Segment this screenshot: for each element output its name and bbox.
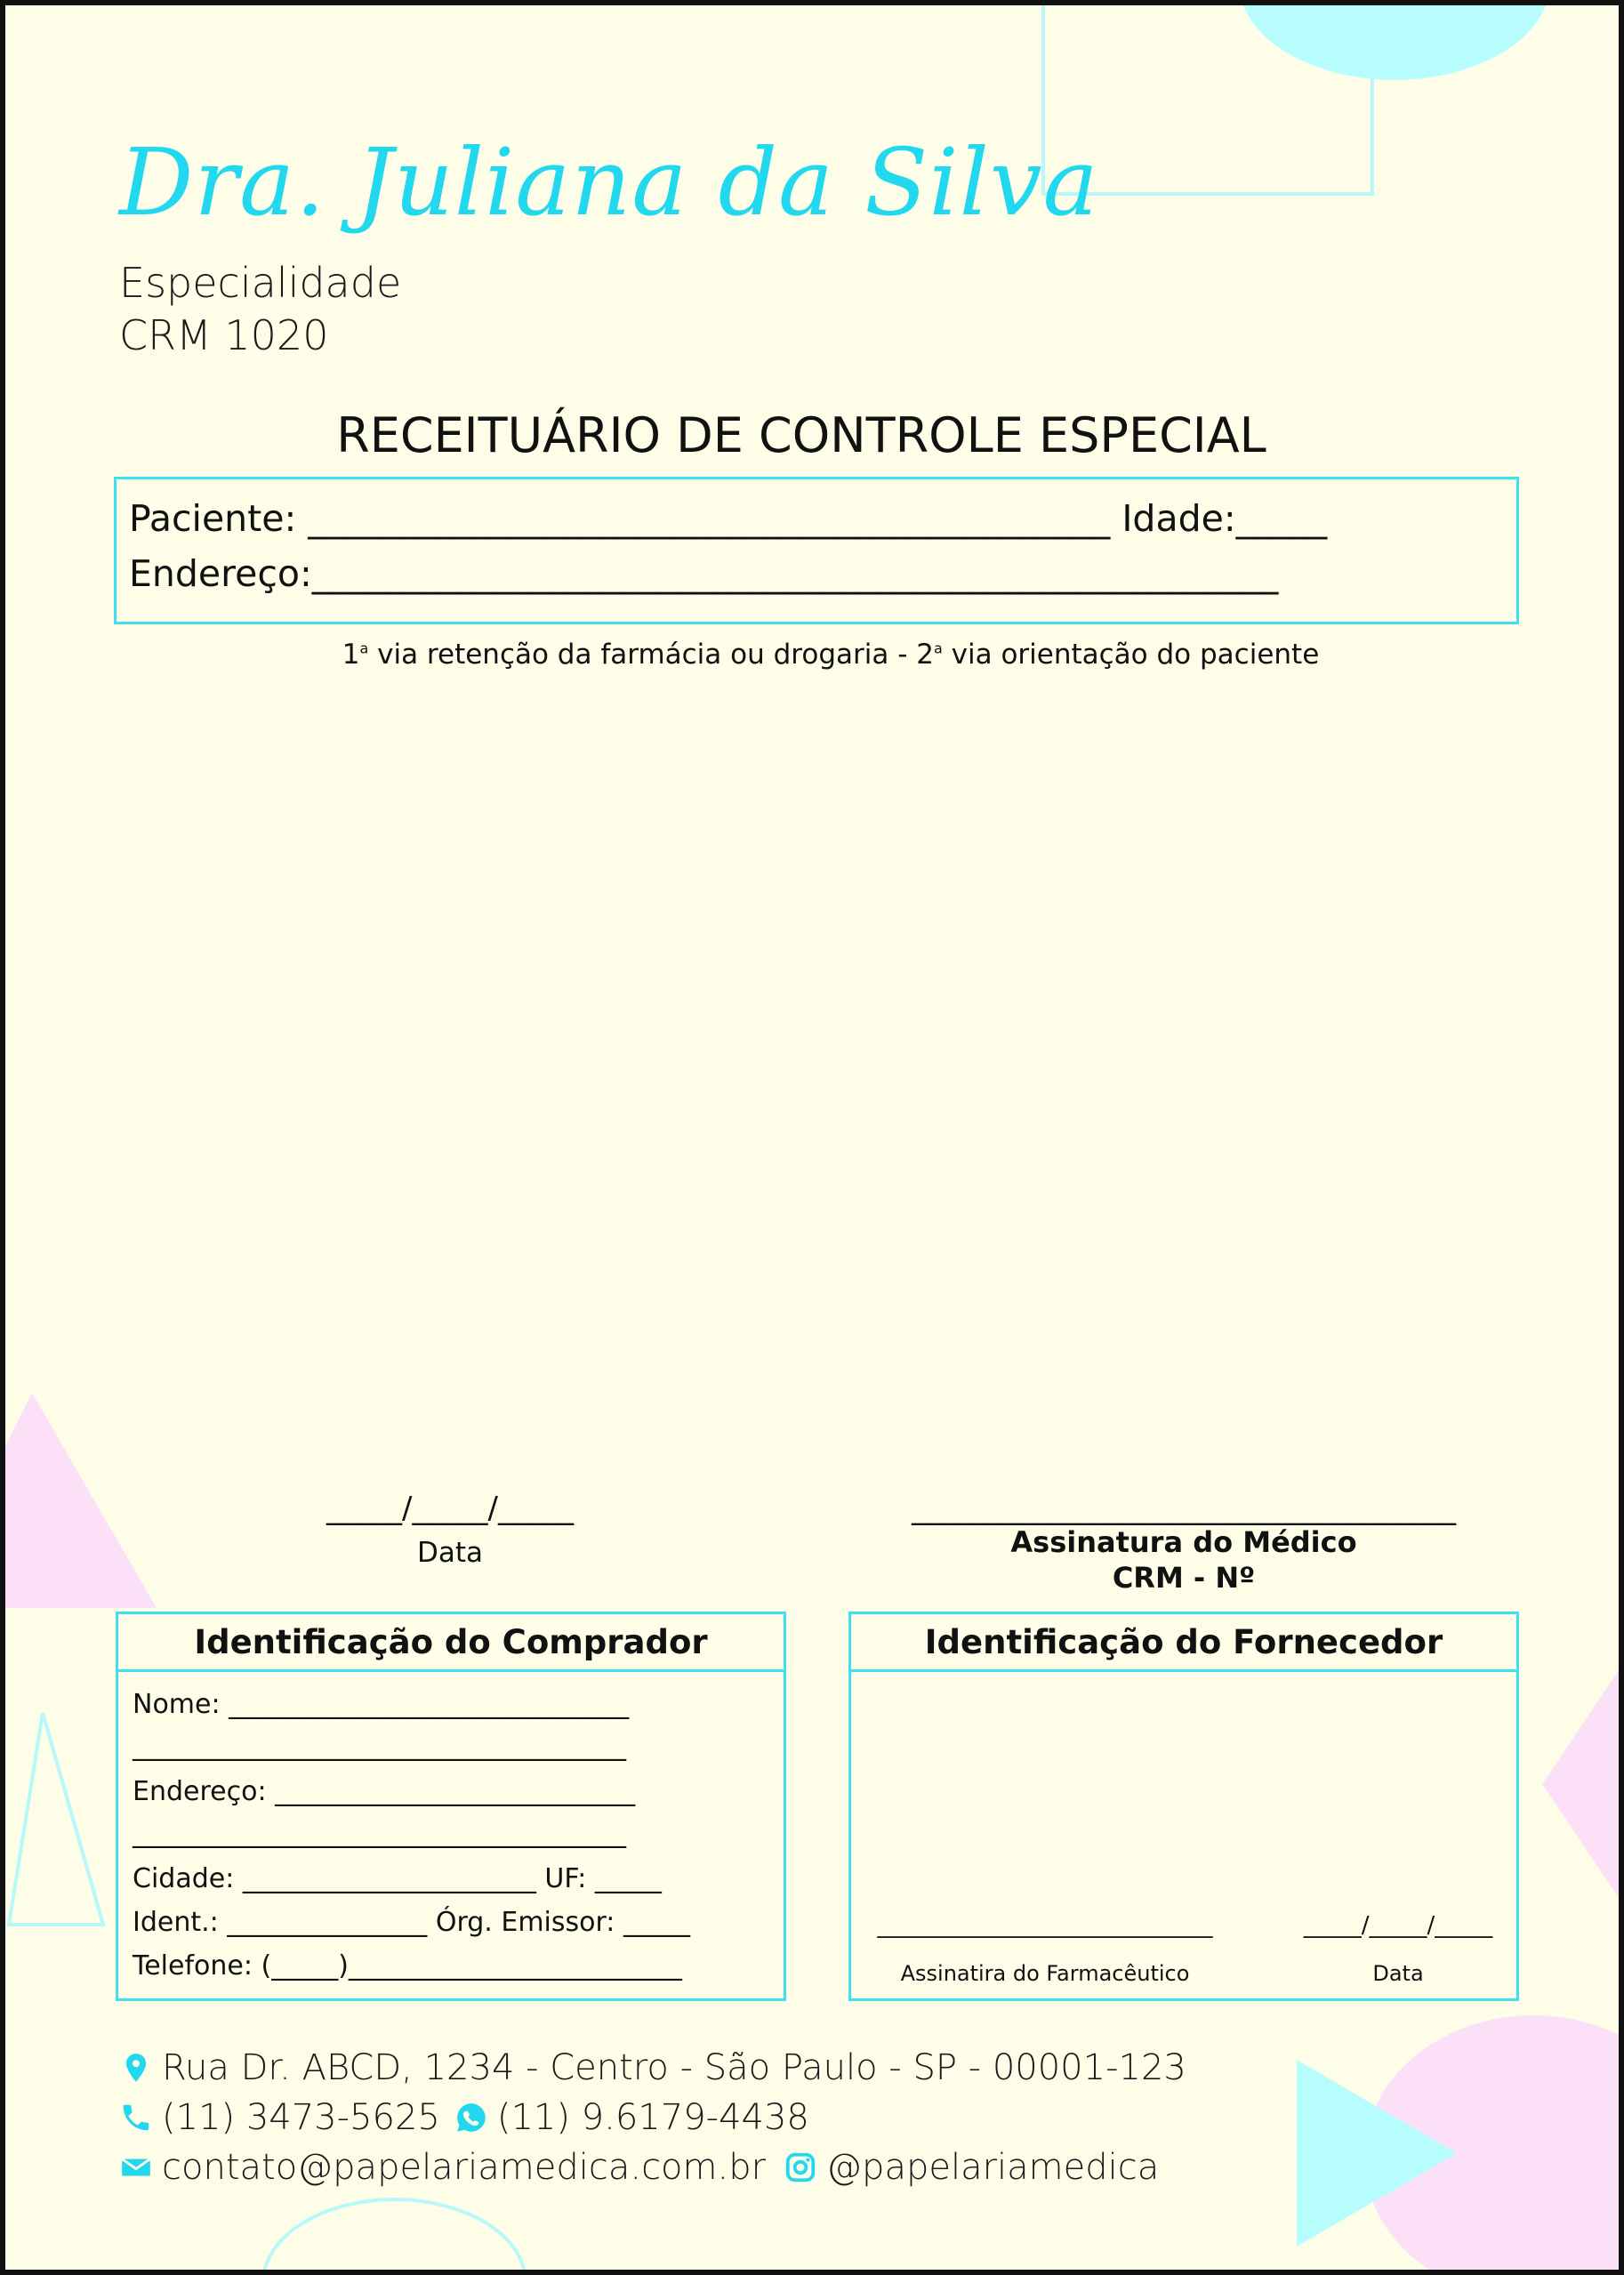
buyer-box — [116, 1612, 786, 2001]
buyer-name-line[interactable]: Nome: ______________________________ — [133, 1689, 630, 1720]
doctor-name: Dra. Juliana da Silva — [119, 128, 1099, 237]
whatsapp-text: (11) 9.6179-4438 — [496, 2097, 809, 2138]
left-outline-triangle — [9, 1713, 103, 1925]
supplier-date-label: Data — [1372, 1961, 1424, 1986]
via-note-sup2: a — [933, 639, 943, 657]
patient-box — [114, 477, 1519, 624]
date-line[interactable]: _____/_____/_____ — [326, 1491, 574, 1526]
contact-online — [119, 2147, 1159, 2188]
buyer-name-line-2[interactable]: _____________________________________ — [133, 1731, 626, 1762]
pharmacist-signature-line[interactable]: _____________________________ — [877, 1912, 1213, 1939]
left-pink-triangle — [5, 1393, 157, 1608]
supplier-title: Identificação do Fornecedor — [851, 1614, 1516, 1672]
buyer-address-line-2[interactable]: _____________________________________ — [133, 1818, 626, 1849]
date-label: Data — [416, 1537, 484, 1569]
doctor-signature-label: Assinatura do Médico — [1010, 1525, 1357, 1559]
phone-text: (11) 3473-5625 — [162, 2097, 440, 2138]
via-note-part3: via orientação do paciente — [942, 639, 1320, 671]
supplier-box — [848, 1612, 1519, 2001]
doctor-crm-label: CRM - Nº — [1112, 1561, 1256, 1595]
top-cyan-semicircle — [1243, 5, 1546, 80]
buyer-phone-line[interactable]: Telefone: (_____)_________________________ — [133, 1950, 682, 1982]
address-text: Rua Dr. ABCD, 1234 - Centro - São Paulo - SP - 00001-123 — [162, 2047, 1186, 2088]
whatsapp-icon — [454, 2101, 488, 2134]
contact-phones — [119, 2097, 809, 2138]
via-note-part1: 1 — [342, 639, 360, 671]
specialty: Especialidade — [119, 259, 402, 307]
supplier-date-line[interactable]: _____/_____/_____ — [1303, 1912, 1493, 1939]
patient-name-line[interactable]: Paciente: ____________________________________________ Idade:_____ — [129, 497, 1328, 540]
via-note-part2: via retenção da farmácia ou drogaria - 2 — [368, 639, 934, 671]
via-note — [5, 639, 1624, 671]
via-note-sup1: a — [359, 639, 369, 657]
crm-number: CRM 1020 — [119, 311, 329, 359]
email-icon — [119, 2150, 153, 2184]
bottom-outline-arc — [263, 2199, 526, 2275]
instagram-text: @papelariamedica — [826, 2147, 1160, 2188]
doctor-signature-line[interactable]: ____________________________________ — [912, 1491, 1456, 1526]
instagram-icon — [784, 2150, 817, 2184]
contact-address — [119, 2047, 1186, 2088]
pharmacist-signature-label: Assinatira do Farmacêutico — [900, 1961, 1190, 1986]
document-title: RECEITUÁRIO DE CONTROLE ESPECIAL — [336, 407, 1266, 463]
buyer-address-line[interactable]: Endereço: ___________________________ — [133, 1776, 636, 1807]
buyer-city-line[interactable]: Cidade: ______________________ UF: _____ — [133, 1863, 662, 1894]
email-text: contato@papelariamedica.com.br — [162, 2147, 767, 2188]
right-pink-triangle — [1542, 1660, 1624, 1909]
buyer-title: Identificação do Comprador — [118, 1614, 784, 1672]
phone-icon — [119, 2101, 153, 2134]
buyer-ident-line[interactable]: Ident.: _______________ Órg. Emissor: _____ — [133, 1907, 690, 1938]
patient-address-line[interactable]: Endereço:_____________________________________________________ — [129, 552, 1279, 595]
location-pin-icon — [119, 2051, 153, 2085]
